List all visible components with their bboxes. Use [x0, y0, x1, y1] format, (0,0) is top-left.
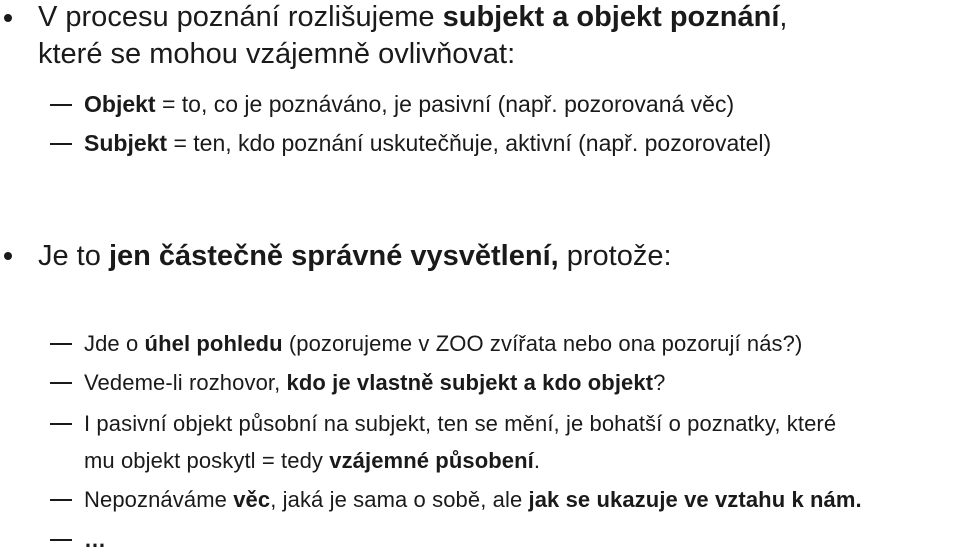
dash-marker	[50, 499, 72, 501]
sub2-item1-bold: úhel pohledu	[144, 331, 283, 356]
bullet-dot	[4, 252, 12, 260]
bullet1-line1	[38, 3, 787, 32]
bullet1-line1-prefix: V procesu poznání rozlišujeme	[38, 1, 443, 33]
bullet2-suffix: protože:	[558, 240, 672, 272]
bullet1-line2: které se mohou vzájemně ovlivňovat:	[38, 38, 516, 70]
sub2-item4-bold1: věc	[233, 487, 271, 512]
sub2-item2-prefix: Vedeme-li rozhovor,	[84, 370, 287, 395]
sub2-item4-bold2: jak se ukazuje ve vztahu k nám.	[528, 487, 862, 512]
dash-marker	[50, 539, 72, 541]
sub2-item-pasivni-line2	[84, 450, 540, 472]
bullet2-bold: jen částečně správné vysvětlení,	[108, 240, 559, 272]
sub2-item4-middle: , jaká je sama o sobě, ale	[270, 487, 529, 512]
bullet2-line	[38, 242, 672, 271]
sub1-item-text: = ten, kdo poznání uskutečňuje, aktivní (např. pozorovatel)	[167, 130, 772, 156]
sub2-item5-text: …	[84, 527, 107, 552]
sub2-item1-suffix: (pozorujeme v ZOO zvířata nebo ona pozorují nás?)	[282, 331, 803, 356]
sub2-item-uhel	[84, 333, 802, 355]
dash-marker	[50, 343, 72, 345]
bullet1-line1-bold: subjekt a objekt poznání	[442, 1, 780, 33]
sub2-item3-line2-bold: vzájemné působení	[329, 448, 534, 473]
dash-marker	[50, 423, 72, 425]
sub1-item-text: = to, co je poznáváno, je pasivní (např. pozorovaná věc)	[155, 91, 735, 117]
sub2-item-nepoznavame	[84, 489, 862, 511]
sub2-item-rozhovor	[84, 372, 666, 394]
bullet2-prefix: Je to	[38, 240, 109, 272]
sub1-item-bold: Subjekt	[84, 130, 168, 156]
sub2-item2-suffix: ?	[653, 370, 666, 395]
bullet-dot	[4, 14, 12, 22]
sub2-item-ellipsis	[84, 529, 106, 551]
sub1-item-objekt	[84, 93, 734, 116]
dash-marker	[50, 143, 72, 145]
sub2-item1-prefix: Jde o	[84, 331, 145, 356]
bullet1-line1-suffix: ,	[779, 1, 788, 33]
sub2-item4-prefix: Nepoznáváme	[84, 487, 234, 512]
sub2-item2-bold: kdo je vlastně subjekt a kdo objekt	[286, 370, 654, 395]
sub2-item3-line2-prefix: mu objekt poskytl = tedy	[84, 448, 330, 473]
dash-marker	[50, 382, 72, 384]
sub2-item-pasivni-line1: I pasivní objekt působní na subjekt, ten se mění, je bohatší o poznatky, které	[84, 411, 837, 436]
sub2-item3-line2-suffix: .	[533, 448, 541, 473]
sub1-item-subjekt	[84, 132, 771, 155]
sub1-item-bold: Objekt	[84, 91, 156, 117]
dash-marker	[50, 104, 72, 106]
